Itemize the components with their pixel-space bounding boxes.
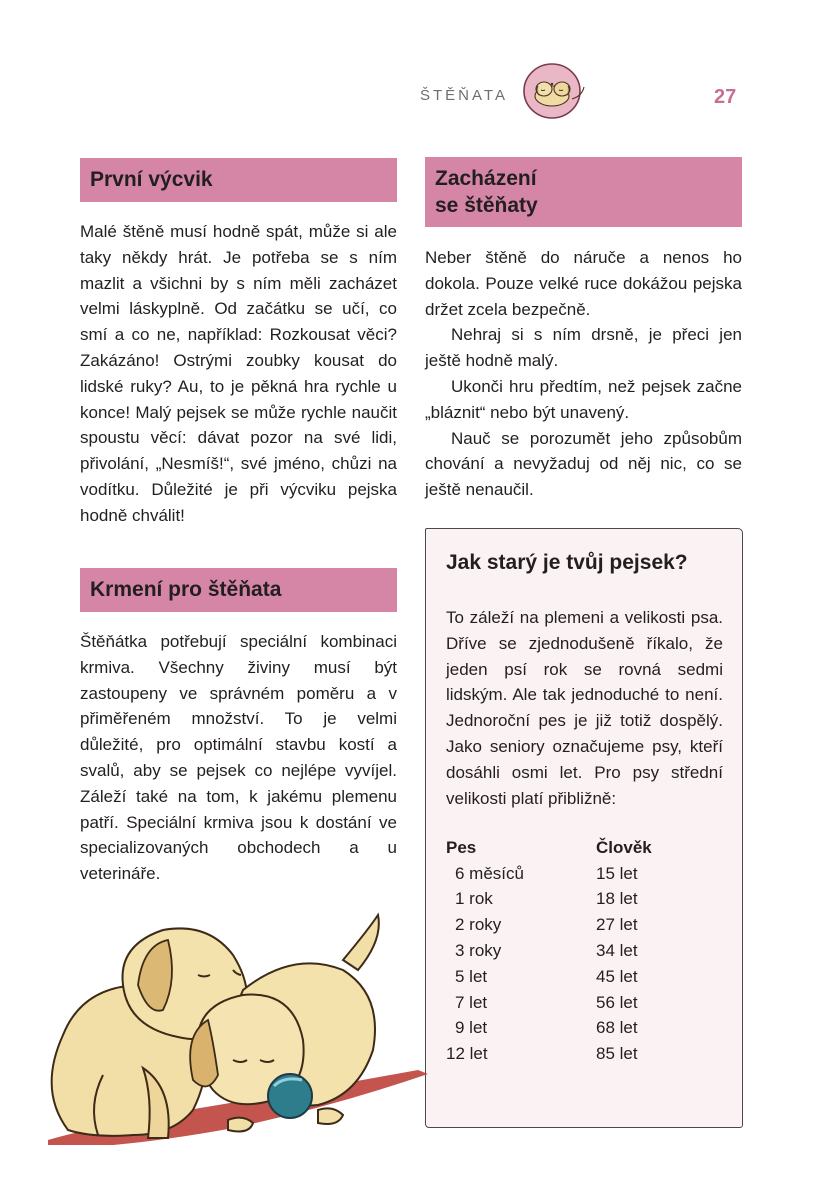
- table-row: [446, 938, 706, 964]
- table-row: [446, 1041, 706, 1067]
- section-heading-krmeni: [80, 568, 397, 612]
- section-heading-text-line2: se štěňaty: [435, 194, 538, 217]
- dog-age-cell: 2 roky: [455, 915, 502, 935]
- page-number: 27: [714, 86, 737, 108]
- table-header-row: [446, 835, 706, 861]
- table-row: [446, 990, 706, 1016]
- dog-age-cell: 3 roky: [455, 941, 502, 961]
- human-age-cell: 18 let: [596, 889, 638, 909]
- paragraph: Neber štěně do náruče a nenos ho dokola. Pouze velké ruce dokážou pejska držet zcela bezpečně.: [425, 248, 742, 319]
- section-body-zachazeni: [425, 245, 742, 503]
- dog-age-cell: 9 let: [455, 1018, 488, 1038]
- section-heading-text-line1: Zacházení: [435, 167, 537, 190]
- paragraph: Nehraj si s ním drsně, je přeci jen ještě hodně malý.: [425, 325, 742, 371]
- human-age-cell: 27 let: [596, 915, 638, 935]
- dog-age-cell: 5 let: [455, 966, 488, 986]
- column-header-human: Člověk: [596, 837, 652, 857]
- human-age-cell: 15 let: [596, 863, 638, 883]
- human-age-cell: 68 let: [596, 1018, 638, 1038]
- paragraph: Štěňátka potřebují speciální kombinaci krmiva. Všechny živiny musí být zastoupeny ve správném poměru a v přiměřeném množství. To je velmi důležité, pro optimální stavbu kostí a svalů, aby se pejsek co nejlépe vyvíjel. Záleží také na tom, k jakému plemenu patří. Speciální krmiva jsou k dostání ve specializovaných obchodech a u veterináře.: [80, 632, 397, 884]
- table-row: [446, 1016, 706, 1042]
- section-body-krmeni: [80, 629, 397, 887]
- human-age-cell: 56 let: [596, 992, 638, 1012]
- info-box-text: To záleží na plemeni a velikosti psa. Dříve se zjednodušeně říkalo, že jeden psí rok se rovná sedmi lidským. Ale tak jednoduché to není. Jednoroční pes je již totiž dospělý. Jako seniory označujeme psy, kteří dosáhli osmi let. Pro psy střední velikosti platí přibližně:: [446, 608, 723, 808]
- paragraph: Ukonči hru předtím, než pejsek začne „bláznit“ nebo být unavený.: [425, 376, 742, 422]
- dog-age-cell: 12 let: [446, 1044, 488, 1064]
- section-heading-prvni-vycvik: [80, 158, 397, 202]
- table-row: [446, 964, 706, 990]
- section-body-prvni-vycvik: [80, 219, 397, 529]
- dog-age-cell: 6 měsíců: [455, 863, 524, 883]
- section-heading-text: První výcvik: [90, 168, 213, 191]
- dog-age-cell: 1 rok: [455, 889, 493, 909]
- info-box-dog-age: [425, 528, 743, 1128]
- table-row: [446, 912, 706, 938]
- running-header-section: ŠTĚŇATA: [420, 87, 508, 104]
- section-heading-zachazeni: [425, 157, 742, 227]
- human-age-cell: 34 let: [596, 941, 638, 961]
- paragraph: Malé štěně musí hodně spát, může si ale taky někdy hrát. Je potřeba se s ním mazlit a všichni by s ním měli zacházet velmi láskyplně. Od začátku se učí, co smí a co ne, například: Rozkousat věci? Zakázáno! Ostrými zoubky kousat do lidské ruky? Au, to je pěkná hra rychle u konce! Malý pejsek se může rychle naučit spoustu věcí: dávat pozor na své lidi, přivolání, „Nesmíš!“, své jméno, chůzi na vodítku. Důležité je při výcviku pejska hodně chválit!: [80, 222, 397, 525]
- table-row: [446, 861, 706, 887]
- dog-age-cell: 7 let: [455, 992, 488, 1012]
- human-age-cell: 45 let: [596, 966, 638, 986]
- puppies-with-ball-illustration: [28, 900, 428, 1145]
- section-heading-text: Krmení pro štěňata: [90, 578, 282, 601]
- paragraph: Nauč se porozumět jeho způsobům chování a nevyžaduj od něj nic, co se ještě nenaučil.: [425, 428, 742, 500]
- human-age-cell: 85 let: [596, 1044, 638, 1064]
- column-header-dog: Pes: [446, 837, 477, 857]
- table-row: [446, 887, 706, 913]
- sleeping-puppies-emblem-icon: [522, 62, 586, 120]
- info-box-title: Jak starý je tvůj pejsek?: [446, 551, 688, 574]
- age-comparison-table: [446, 835, 706, 1067]
